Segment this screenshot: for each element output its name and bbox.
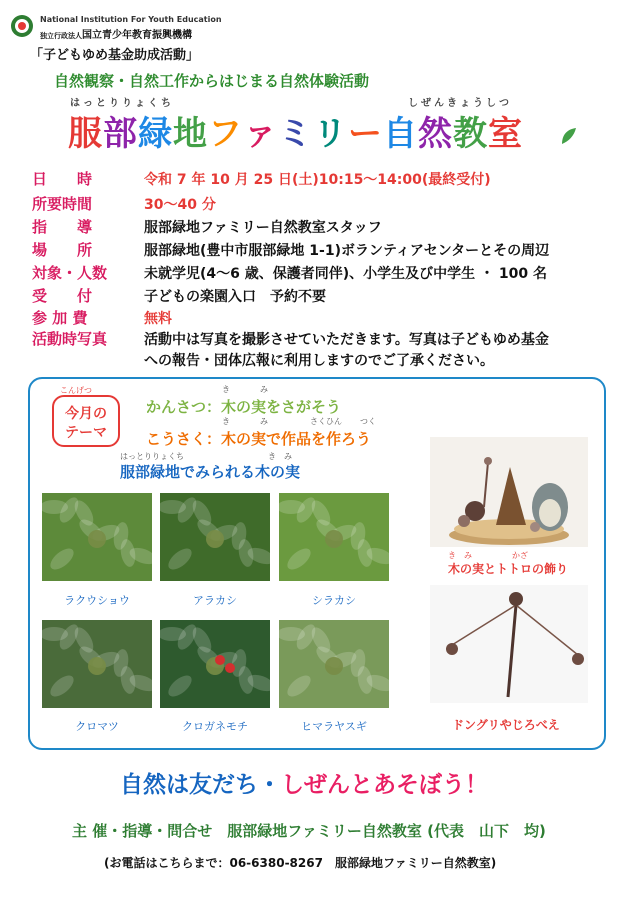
- title-char: 服: [68, 114, 103, 154]
- event-subtitle: 自然観察・自然工作からはじまる自然体験活動: [54, 72, 370, 90]
- info-label: 受 付: [32, 287, 93, 305]
- tree-name: シラカシ: [312, 594, 356, 607]
- fund-label: 「子どもゆめ基金助成活動」: [30, 48, 200, 63]
- craft-photo-totoro: [430, 437, 588, 547]
- info-label: 参 加 費: [32, 309, 88, 327]
- info-label: 所要時間: [32, 195, 93, 213]
- organizer-line: 主 催・指導・問合せ 服部緑地ファミリー自然教室 (代表 山下 均): [72, 822, 546, 840]
- tree-photo: [160, 493, 270, 581]
- theme-observe: かんさつ：木の実をさがそう: [146, 398, 342, 416]
- tree-photo: [42, 620, 152, 708]
- badge-ruby: こんげつ: [60, 386, 92, 395]
- title-char: 地: [173, 114, 208, 154]
- info-label: 指 導: [32, 218, 93, 236]
- info-label: 活動時写真: [32, 330, 108, 348]
- craft-caption-totoro: 木の実とトトロの飾り: [448, 562, 569, 576]
- info-value-continued: への報告・団体広報に利用しますのでご了承ください。: [144, 353, 494, 369]
- org-name-jp: 独立行政法人国立青少年教育振興機構: [40, 30, 192, 41]
- tree-name: クロガネモチ: [182, 720, 248, 733]
- tree-name: アラカシ: [193, 594, 237, 607]
- tree-name: ヒマラヤスギ: [301, 720, 367, 733]
- title-char: 教: [453, 114, 488, 154]
- info-value: 活動中は写真を撮影させていただきます。写真は子どもゆめ基金: [144, 332, 549, 348]
- slogan: 自然は友だち・しぜんとあそぼう！: [120, 772, 488, 798]
- info-value: 子どもの楽園入口 予約不要: [144, 289, 326, 305]
- title-char: ミ: [278, 114, 313, 154]
- tree-photo: [160, 620, 270, 708]
- info-value: 無料: [144, 311, 172, 327]
- badge-line1: 今月の: [65, 406, 107, 422]
- tree-name: ラクウショウ: [64, 594, 130, 607]
- title-char: 部: [103, 114, 138, 154]
- theme-craft: こうさく：木の実で作品を作ろう: [146, 430, 372, 448]
- title-char: 自: [383, 114, 418, 154]
- badge-line2: テーマ: [65, 425, 107, 441]
- theme-badge: [52, 386, 120, 447]
- tree-photo: [42, 493, 152, 581]
- info-value: 令和 7 年 10 月 25 日(土)10:15～14:00(最終受付): [144, 172, 491, 188]
- craft-photo-yajirobe: [430, 585, 588, 703]
- title-char: ァ: [243, 114, 278, 154]
- contact-line: (お電話はこちらまで：06-6380-8267 服部緑地ファミリー自然教室): [104, 856, 497, 870]
- info-label: 日 時: [32, 170, 93, 188]
- title-char: 室: [488, 114, 523, 154]
- info-label: 対象・人数: [32, 264, 108, 282]
- tree-name: クロマツ: [75, 720, 119, 733]
- title-ruby-right: しぜんきょうしつ: [408, 98, 512, 109]
- org-name-en: National Institution For Youth Education: [40, 15, 222, 24]
- info-value: 服部緑地(豊中市服部緑地 1‐1)ボランティアセンターとその周辺: [144, 243, 550, 259]
- craft-caption-yajirobe: ドングリやじろべえ: [452, 718, 560, 732]
- title-char: フ: [208, 114, 243, 154]
- title-char: リ: [313, 114, 348, 154]
- title-char: ー: [348, 114, 383, 154]
- main-title: [68, 106, 523, 155]
- info-value: 服部緑地ファミリー自然教室スタッフ: [144, 220, 382, 236]
- title-char: 然: [418, 114, 453, 154]
- info-value: 未就学児(4～6 歳、保護者同伴)、小学生及び中学生 ・ 100 名: [144, 266, 547, 282]
- institution-logo-icon: [10, 14, 34, 38]
- title-char: 緑: [138, 114, 173, 154]
- tree-photo: [279, 493, 389, 581]
- info-value: 30～40 分: [144, 197, 216, 213]
- info-label: 場 所: [32, 241, 93, 259]
- leaf-icon: [558, 126, 578, 146]
- tree-photo: [279, 620, 389, 708]
- title-ruby-left: はっとりりょくち: [70, 98, 174, 109]
- trees-heading: 服部緑地でみられる木の実: [120, 463, 301, 481]
